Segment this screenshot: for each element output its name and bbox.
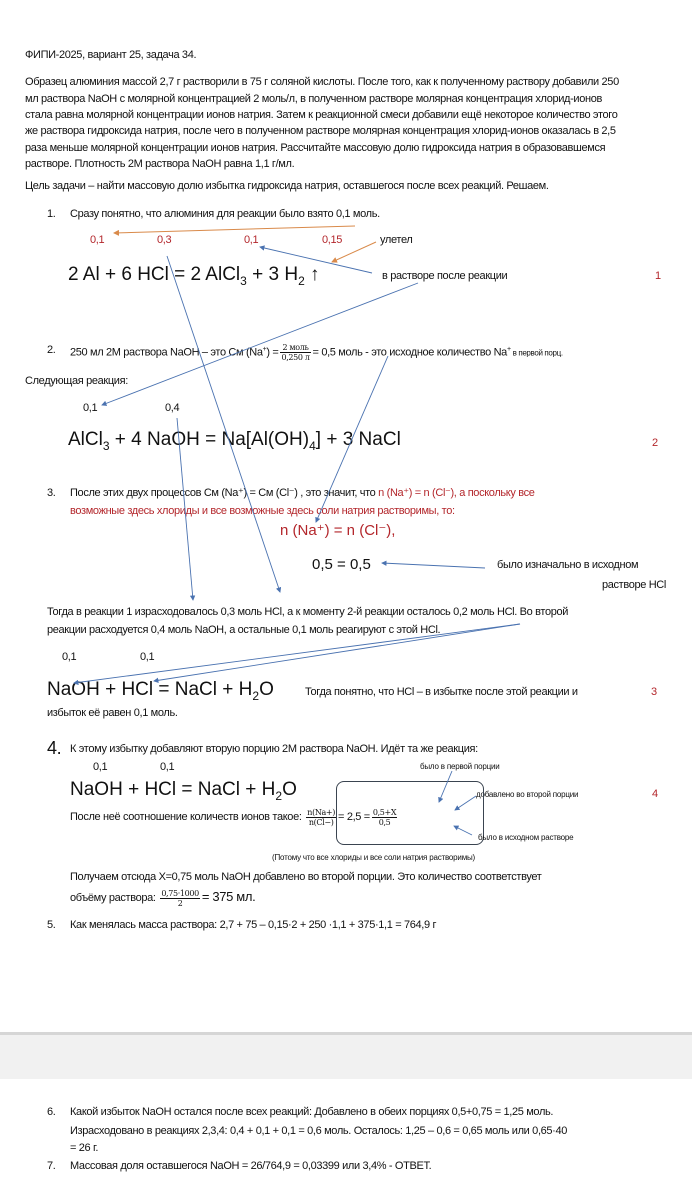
step-number: 1. (47, 208, 56, 220)
equation-number: 3 (651, 686, 657, 698)
step7-answer: Массовая доля оставшегося NaOH = 26/764,9 = 0,03399 или 3,4% - ОТВЕТ. (70, 1160, 432, 1172)
arrow-blue (316, 356, 388, 522)
step3-comment: избыток её равен 0,1 моль. (47, 707, 178, 719)
step-number: 5. (47, 919, 56, 931)
arrow-blue (260, 247, 372, 273)
annotation-originally: было изначально в исходном (497, 559, 639, 571)
coef: 0,1 (160, 761, 175, 773)
step-number: 2. (47, 344, 56, 356)
annotation-in-solution: в растворе после реакции (382, 270, 508, 282)
annotation-second-portion: добавлено во второй порции (476, 790, 579, 799)
step6-line: Какой избыток NaOH остался после всех реакций: Добавлено в обеих порциях 0,5+0,75 = 1,25 моль. (70, 1106, 554, 1118)
equation-4: NaOH + HCl = NaCl + $H_2O$ (70, 779, 297, 803)
problem-line: Образец алюминия массой 2,7 г растворили в 75 г соляной кислоты. После того, как к полученному раствору добавили 250 (25, 76, 619, 88)
arrow-blue (455, 796, 476, 810)
coef: 0,4 (165, 402, 180, 414)
next-reaction-label: Следующая реакция: (25, 375, 128, 387)
annotation-hcl-solution: растворе HCl (601, 579, 666, 591)
problem-line: мл раствора NaOH с молярной концентрацией 2 моль/л, в полученном растворе молярная концентрация хлорид-ионов (25, 93, 602, 105)
problem-line: раза меньше молярной концентрации ионов натрия. Рассчитайте массовую долю гидроксида натрия в образовавшемся (25, 142, 606, 154)
arrow-blue (102, 283, 418, 405)
arrow-blue (154, 624, 520, 681)
arrow-orange (332, 242, 376, 262)
step6-line: = 26 г. (70, 1142, 99, 1154)
equation-3: NaOH + HCl = NaCl + $H_2O$ (47, 679, 274, 703)
step-number: 3. (47, 487, 56, 499)
step3-line1: После этих двух процессов См (Na⁺) = См (Cl⁻) , это значит, что n (Na⁺) = n (Cl⁻), а поскольку все (70, 487, 535, 499)
step-number: 4. (47, 738, 62, 758)
annotation-flew: улетел (380, 234, 413, 246)
coef: 0,1 (83, 402, 98, 414)
arrow-blue (382, 563, 485, 568)
coef: 0,1 (93, 761, 108, 773)
coef: 0,1 (62, 651, 77, 663)
equation-number: 4 (652, 788, 658, 800)
step3-then: реакции расходуется 0,4 моль NaOH, а остальные 0,1 моль реагируют с этой HCl. (47, 624, 441, 636)
doc-title: ФИПИ-2025, вариант 25, задача 34. (25, 49, 197, 61)
balance: 0,5 = 0,5 (312, 556, 371, 573)
step1-text: Сразу понятно, что алюминия для реакции было взято 0,1 моль. (70, 208, 380, 220)
equation-number: 1 (655, 270, 661, 282)
equation-number: 2 (652, 437, 658, 449)
arrow-blue (177, 418, 193, 600)
step4-text: К этому избытку добавляют вторую порцию 2М раствора NaOH. Идёт та же реакция: (70, 743, 478, 755)
problem-line: же раствора гидроксида натрия, после чего в полученном растворе молярная концентрация хлорид-ионов оказалась в 2,5 (25, 125, 616, 137)
arrow-blue (74, 624, 520, 683)
step5-text: Как менялась масса раствора: 2,7 + 75 – 0,15·2 + 250 ·1,1 + 375·1,1 = 764,9 г (70, 919, 437, 931)
problem-line: стала равна молярной концентрации ионов натрия. Затем к реакционной смеси добавили ещё некоторое количество этого (25, 109, 618, 121)
ratio-line: После неё соотношение количеств ионов такое: $\frac{n(Na+)}{n(Cl-)}$ = 2,5 = $\frac{0,5+X}{0,5}$ (70, 807, 397, 827)
coef: 0,1 (244, 234, 259, 246)
annotation-original-solution: было в исходном растворе (478, 833, 574, 842)
step3-line2: возможные здесь хлориды и все возможные здесь соли натрия растворимы, то: (70, 505, 455, 517)
arrow-blue (454, 826, 472, 835)
step4-result: Получаем отсюда X=0,75 моль NaOH добавлено во второй порции. Это количество соответствует (70, 871, 542, 883)
step-number: 6. (47, 1106, 56, 1118)
step2-text: 250 мл 2М раствора NaOH – это См (Na+) = $\frac{\text{2 моль}}{0,250 л}$ = 0,5 моль - это исходное количество Na+ в первой порц. (70, 343, 563, 363)
problem-line: растворе. Плотность 2М раствора NaOH равна 1,1 г/мл. (25, 158, 295, 170)
coef: 0,1 (90, 234, 105, 246)
ion-equality: n (Na⁺) = n (Cl⁻), (280, 522, 396, 539)
equation-2: AlCl$_3$ + 4 NaOH = $Na[Al(OH)_4] + 3$ NaCl (68, 429, 401, 453)
coef: 0,1 (140, 651, 155, 663)
step3-then: Тогда в реакции 1 израсходовалось 0,3 моль HCl, а к моменту 2-й реакции осталось 0,2 моль HCl. Во второй (47, 606, 569, 618)
step6-line: Израсходовано в реакциях 2,3,4: 0,4 + 0,1 + 0,1 = 0,6 моль. Осталось: 1,25 – 0,6 = 0,65 моль или 0,65·40 (70, 1125, 568, 1137)
coef: 0,3 (157, 234, 172, 246)
coef: 0,15 (322, 234, 343, 246)
solubility-note: (Потому что все хлориды и все соли натрия растворимы) (272, 853, 476, 862)
arrow-blue (167, 256, 280, 592)
equation-1: 2 Al + 6 HCl = 2 AlCl$_3$ + 3 $H_2$ ↑ (68, 264, 320, 288)
goal-text: Цель задачи – найти массовую долю избытка гидроксида натрия, оставшегося после всех реакций. Решаем. (25, 180, 549, 192)
annotation-first-portion: было в первой порции (420, 762, 500, 771)
arrow-orange (114, 226, 355, 233)
arrow-blue (439, 771, 452, 802)
volume-line: объёму раствора: $\frac{0,75\cdot 1000}{2}$ = 375 мл. (70, 888, 256, 908)
step3-comment: Тогда понятно, что HCl – в избытке после этой реакции и (305, 686, 578, 698)
step-number: 7. (47, 1160, 56, 1172)
